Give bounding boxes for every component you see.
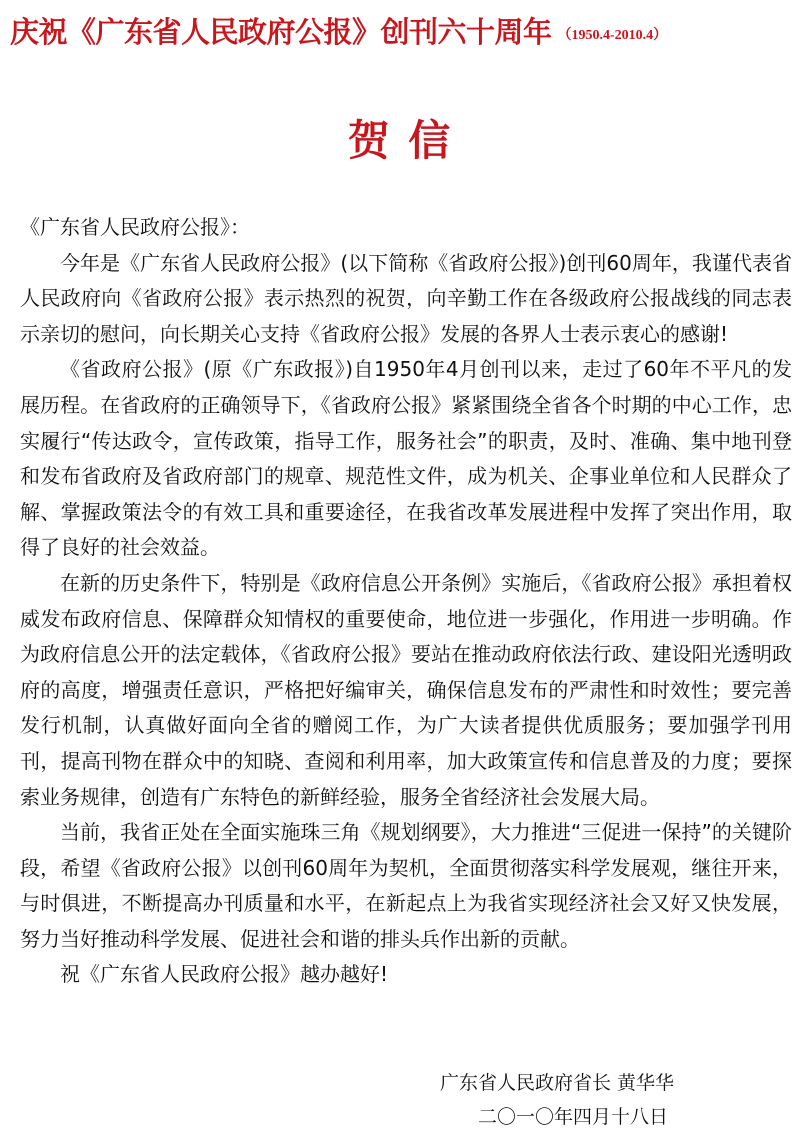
paragraph-2: 《省政府公报》(原《广东政报》)自1950年4月创刊以来，走过了60年不平凡的发展历程。在省政府的正确领导下，《省政府公报》紧紧围绕全省各个时期的中心工作，忠实履行“传达政令，宣传政策，指导工作，服务社会”的职责，及时、准确、集中地刊登和发布省政府及省政府部门的规章、规范性文件，成为机关、企事业单位和人民群众了解、掌握政策法令的有效工具和重要途径，在我省改革发展进程中发挥了突出作用，取得了良好的社会效益。 (20, 357, 792, 560)
signature-block (440, 1066, 780, 1134)
paragraph-1: 今年是《广东省人民政府公报》(以下简称《省政府公报》)创刊60周年，我谨代表省人民政府向《省政府公报》表示热烈的祝贺，向辛勤工作在各级政府公报战线的同志表示亲切的慰问，向长期关心支持《省政府公报》发展的各界人士表示衷心的感谢! (20, 250, 792, 346)
letter-body (20, 210, 792, 993)
closing-wish: 祝《广东省人民政府公报》越办越好! (60, 962, 389, 987)
letter-heading: 贺 信 (347, 116, 453, 165)
paragraph-4: 当前，我省正处在全面实施珠三角《规划纲要》，大力推进“三促进一保持”的关键阶段，希望《省政府公报》以创刊60周年为契机，全面贯彻落实科学发展观，继往开来，与时俱进，不断提高办刊质量和水平，在新起点上为我省实现经济社会又好又快发展，努力当好推动科学发展、促进社会和谐的排头兵作出新的贡献。 (20, 820, 792, 951)
salutation: 《广东省人民政府公报》： (20, 215, 250, 239)
paragraph-3: 在新的历史条件下，特别是《政府信息公开条例》实施后，《省政府公报》承担着权威发布政府信息、保障群众知情权的重要使命，地位进一步强化，作用进一步明确。作为政府信息公开的法定载体，《省政府公报》要站在推动政府依法行政、建设阳光透明政府的高度，增强责任意识，严格把好编审关，确保信息发布的严肃性和时效性；要完善发行机制，认真做好面向全省的赠阅工作，为广大读者提供优质服务；要加强学刊用刊，提高刊物在群众中的知晓、查阅和利用率，加大政策宣传和信息普及的力度；要探索业务规律，创造有广东特色的新鲜经验，服务全省经济社会发展大局。 (20, 570, 792, 809)
signature-date: 二〇一〇年四月十八日 (478, 1106, 669, 1128)
banner-dates: （1950.4-2010.4） (557, 28, 668, 43)
commemoration-banner (10, 10, 800, 51)
signatory: 广东省人民政府省长 黄华华 (440, 1072, 675, 1094)
banner-title: 庆祝《广东省人民政府公报》创刊六十周年 (10, 15, 552, 49)
